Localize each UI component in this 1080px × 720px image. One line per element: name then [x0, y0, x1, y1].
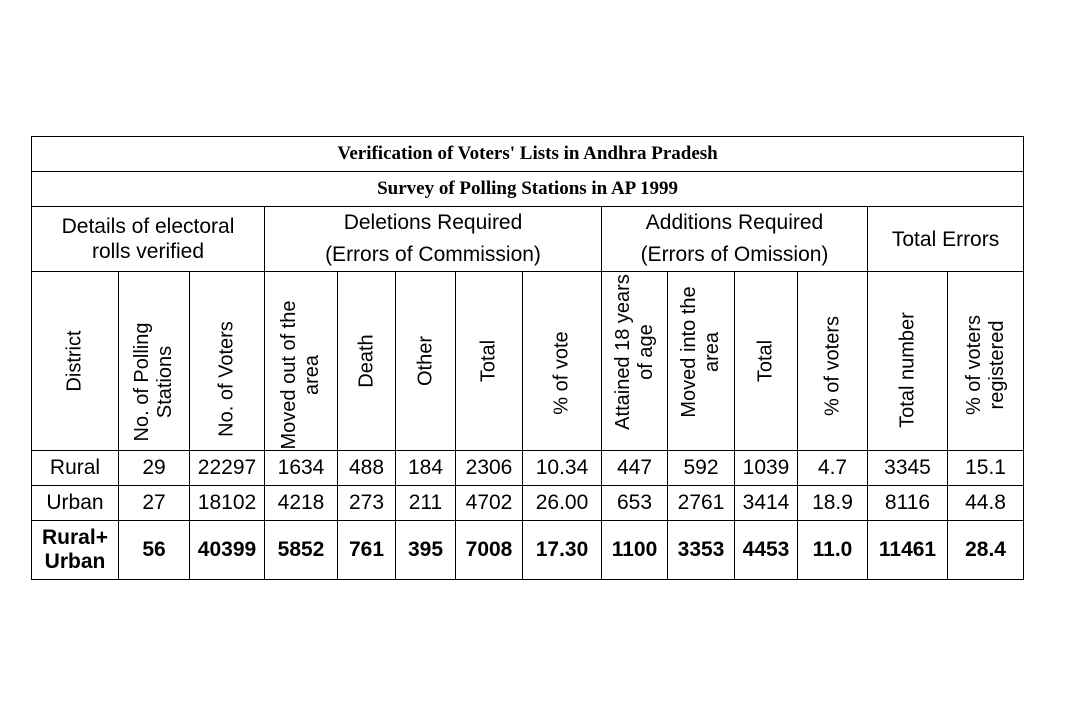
cell-percent-registered: 15.1: [948, 451, 1024, 486]
column-header-percent-registered: % of voters registered: [948, 272, 1024, 451]
cell-moved-into: 3353: [668, 521, 735, 580]
column-header-voters: No. of Voters: [190, 272, 265, 451]
group-subheader-omission: (Errors of Omission): [602, 238, 868, 272]
cell-death: 273: [338, 486, 396, 521]
cell-percent-of-voters: 18.9: [798, 486, 868, 521]
table-subtitle: Survey of Polling Stations in AP 1999: [32, 172, 1024, 207]
column-header-deletions-total: Total: [456, 272, 523, 451]
cell-voters: 22297: [190, 451, 265, 486]
column-header-total-number: Total number: [868, 272, 948, 451]
cell-moved-out: 4218: [265, 486, 338, 521]
cell-percent-of-vote: 10.34: [523, 451, 602, 486]
cell-polling-stations: 56: [119, 521, 190, 580]
table-row-total: [32, 521, 1024, 580]
cell-total-number: 3345: [868, 451, 948, 486]
cell-deletions-total: 2306: [456, 451, 523, 486]
cell-district: Rural+ Urban: [32, 521, 119, 580]
group-header-deletions: Deletions Required: [265, 207, 602, 238]
cell-deletions-total: 7008: [456, 521, 523, 580]
column-header-percent-of-voters: % of voters: [798, 272, 868, 451]
cell-polling-stations: 29: [119, 451, 190, 486]
cell-death: 761: [338, 521, 396, 580]
cell-deletions-total: 4702: [456, 486, 523, 521]
group-header-additions: Additions Required: [602, 207, 868, 238]
cell-total-number: 8116: [868, 486, 948, 521]
cell-moved-into: 592: [668, 451, 735, 486]
column-header-attained-18: Attained 18 years of age: [602, 272, 668, 451]
column-header-polling-stations: No. of Polling Stations: [119, 272, 190, 451]
voters-verification-table: [31, 136, 1024, 580]
column-header-moved-out: Moved out of the area: [265, 272, 338, 451]
column-header-additions-total: Total: [735, 272, 798, 451]
table-row-urban: [32, 486, 1024, 521]
cell-attained-18: 1100: [602, 521, 668, 580]
cell-district: Urban: [32, 486, 119, 521]
column-header-moved-into: Moved into the area: [668, 272, 735, 451]
cell-district: Rural: [32, 451, 119, 486]
column-header-other: Other: [396, 272, 456, 451]
cell-death: 488: [338, 451, 396, 486]
cell-additions-total: 4453: [735, 521, 798, 580]
cell-percent-registered: 28.4: [948, 521, 1024, 580]
column-header-percent-of-vote: % of vote: [523, 272, 602, 451]
cell-voters: 40399: [190, 521, 265, 580]
cell-total-number: 11461: [868, 521, 948, 580]
table-row-rural: [32, 451, 1024, 486]
cell-additions-total: 3414: [735, 486, 798, 521]
table-title: Verification of Voters' Lists in Andhra Pradesh: [32, 137, 1024, 172]
column-header-death: Death: [338, 272, 396, 451]
cell-attained-18: 653: [602, 486, 668, 521]
column-header-district: District: [32, 272, 119, 451]
group-header-details: Details of electoral rolls verified: [32, 207, 265, 272]
group-header-total-errors: Total Errors: [868, 207, 1024, 272]
cell-additions-total: 1039: [735, 451, 798, 486]
cell-percent-of-vote: 26.00: [523, 486, 602, 521]
group-subheader-commission: (Errors of Commission): [265, 238, 602, 272]
cell-percent-of-vote: 17.30: [523, 521, 602, 580]
cell-moved-into: 2761: [668, 486, 735, 521]
cell-other: 211: [396, 486, 456, 521]
cell-voters: 18102: [190, 486, 265, 521]
cell-moved-out: 5852: [265, 521, 338, 580]
cell-percent-of-voters: 11.0: [798, 521, 868, 580]
cell-percent-registered: 44.8: [948, 486, 1024, 521]
cell-other: 395: [396, 521, 456, 580]
cell-moved-out: 1634: [265, 451, 338, 486]
cell-other: 184: [396, 451, 456, 486]
cell-polling-stations: 27: [119, 486, 190, 521]
cell-percent-of-voters: 4.7: [798, 451, 868, 486]
cell-attained-18: 447: [602, 451, 668, 486]
